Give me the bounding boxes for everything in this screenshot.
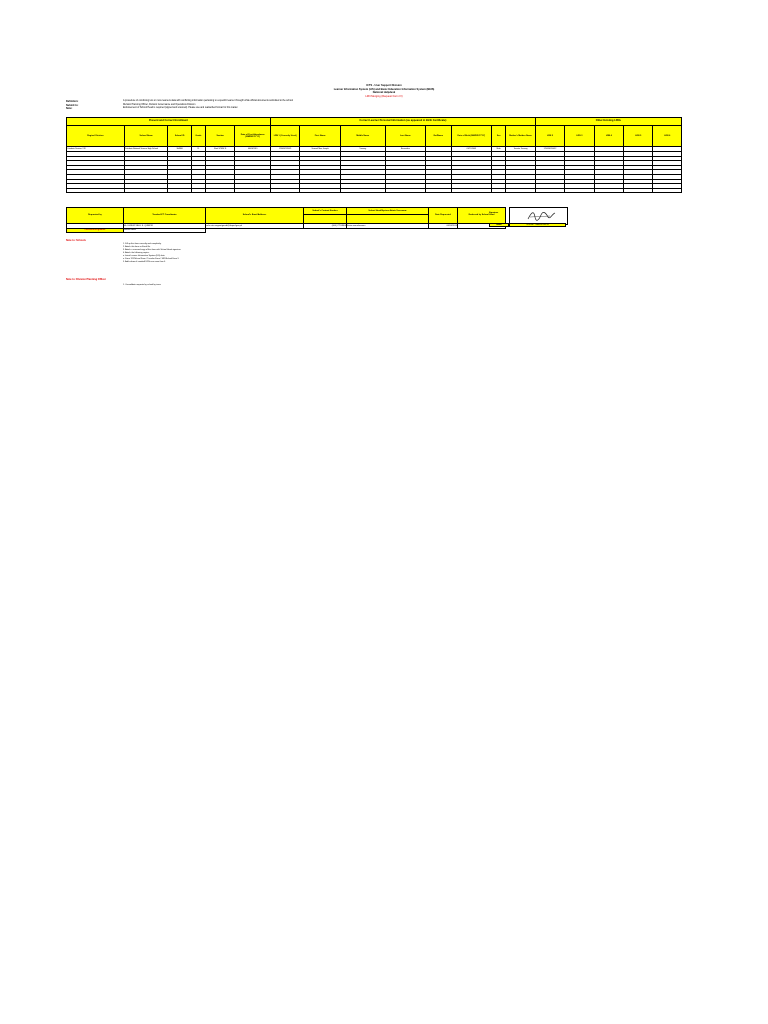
submit-text: Division Planning Officer, Division Governance and Operations Division: [123, 103, 196, 106]
date-requested: 06/24/2019: [429, 224, 458, 229]
table-cell: Cotabato National Science High School: [124, 147, 168, 152]
column-header: LRN 2: [535, 126, 564, 147]
position-label: Position/Designation: [67, 228, 124, 233]
school-head-name: OFELIA T. JAVA-MONROE: [509, 223, 566, 227]
submit-label: Submit to:: [66, 103, 79, 107]
request-table: [66, 207, 506, 233]
table-row-empty: [67, 188, 682, 193]
position-value: Senior Editor: [124, 228, 206, 233]
band-learner-personal-info: Correct Learner Personal Information (as appeared in Birth Certificate): [270, 118, 535, 126]
column-header: Section: [205, 126, 234, 147]
signature-label-cell: Signature: [489, 212, 499, 214]
header-line-3: National Helpdesk: [372, 91, 396, 94]
table-cell: [191, 188, 205, 193]
table-cell: [270, 188, 299, 193]
table-cell: [492, 188, 506, 193]
header-line-4: LRN Merging (Request Form IV): [365, 94, 403, 98]
note-item: 1. Fill up this form correctly and completely.: [123, 243, 162, 245]
table-cell: [451, 188, 492, 193]
admin-username: Kevin.marvelnamen: [347, 224, 429, 229]
column-header: School Name: [124, 126, 168, 147]
column-header: LRN 6: [653, 126, 682, 147]
table-cell: 01/15/2003: [451, 147, 492, 152]
table-cell: [594, 188, 623, 193]
column-header: Middle Name: [340, 126, 385, 147]
table-cell: 129456789021: [270, 147, 299, 152]
table-cell: [426, 188, 451, 193]
definition-text: A procedure of combining two or more learners data with conflicting information pertaining to a specific learner through/ while official documents submitted to the school: [123, 100, 293, 102]
table-cell: Teresita Tamang: [506, 147, 535, 152]
requested-by-label: Requested by: [67, 208, 124, 224]
table-cell: [506, 188, 535, 193]
table-cell: [235, 188, 271, 193]
table-cell: Samuel Mae Joseph: [300, 147, 341, 152]
column-header: School ID: [168, 126, 191, 147]
name-label: Name: [489, 223, 509, 227]
note-text: Endorsement of School Head is required (signed and scanned). Please use and reattached format for this matter.: [123, 107, 239, 109]
table-cell: [67, 188, 125, 193]
column-header: Date of Birth (MM/DD/YYYY): [451, 126, 492, 147]
table-cell: 11: [191, 147, 205, 152]
note-item: 5. Add column if needed/ LRNs are more than 6: [123, 261, 166, 263]
table-cell: [168, 188, 191, 193]
table-cell: Male: [492, 147, 506, 152]
table-cell: [385, 188, 426, 193]
table-cell: 06/03/2019: [235, 147, 271, 152]
table-cell: Tamang: [340, 147, 385, 152]
note-label: Note:: [66, 107, 73, 110]
table-cell: Rizal STEM 11: [205, 147, 234, 152]
table-cell: 129456120022: [535, 147, 564, 152]
contact-header: School's Contact Number: [304, 208, 347, 215]
note-division-label: Note to: Division Planning Officer: [66, 278, 106, 281]
definition-label: Definition:: [66, 100, 79, 103]
column-header: Date of First Attendance (MM/DD/YYYY): [235, 126, 271, 147]
column-header: LRN 1 (Currently Used): [270, 126, 299, 147]
signature-icon: [510, 208, 567, 224]
school-contact: (064) 772-8800: [304, 224, 347, 229]
note-schools-label: Note to: Schools: [66, 239, 86, 242]
note-item: 2. Attach this form as Excel file: [123, 246, 151, 248]
column-header: Last Name: [385, 126, 426, 147]
table-cell: [653, 188, 682, 193]
table-cell: Benavidez: [385, 147, 426, 152]
column-header: LRN 5: [624, 126, 653, 147]
main-table: [66, 117, 682, 193]
column-header: LRN 3: [565, 126, 594, 147]
teacher-name: Mr. LERENT BELL S. QUIMOR: [124, 224, 206, 229]
column-header: Region/ Division: [67, 126, 125, 147]
note-item: a. Form 137/School Form / Transfer Form / SF9/School Form 9: [123, 258, 179, 260]
column-header: Grade: [191, 126, 205, 147]
note-item: 1. Consolidate requests by school by issue: [123, 284, 161, 286]
table-cell: [205, 188, 234, 193]
note-item: 3. Attach a scanned copy of this form with School Head signature: [123, 249, 181, 251]
table-cell: [300, 188, 341, 193]
note-item: a. latest Learner Information System (LIS) data: [123, 255, 165, 257]
table-cell: Cotabato Division / XII: [67, 147, 125, 152]
header-line-2: Learner Information System (LIS) and Basic Education Information System (BEIS): [333, 87, 435, 91]
band-other-lrns: Other Existing LRNs: [535, 118, 681, 126]
table-cell: [124, 188, 168, 193]
column-header: First Name: [300, 126, 341, 147]
username-header: School Head/System Admin Username: [347, 208, 429, 215]
table-cell: [565, 188, 594, 193]
endorsed-by-label: Endorsed by School Head: [458, 208, 506, 224]
table-cell: [340, 188, 385, 193]
column-header: Ext/Name: [426, 126, 451, 147]
email-header: School's Email Address: [206, 208, 304, 224]
column-header: LRN 4: [594, 126, 623, 147]
band-present-enrollment: Present and Correct Enrollment: [67, 118, 271, 126]
header-line-1: ICTS - User Support Division: [366, 84, 402, 87]
teacher-ict-header: Teacher/ICT Coordinator: [124, 208, 206, 224]
date-requested-header: Date Requested: [429, 208, 458, 224]
table-cell: [535, 188, 564, 193]
table-cell: [624, 188, 653, 193]
column-header: Sex: [492, 126, 506, 147]
school-email: cnhs.ctm.supportgmedi@deped.gov.ph: [206, 224, 304, 229]
note-item: 4. Attach the following copies:: [123, 252, 150, 254]
column-header: Mother's Maiden Name: [506, 126, 535, 147]
table-cell: 304880: [168, 147, 191, 152]
